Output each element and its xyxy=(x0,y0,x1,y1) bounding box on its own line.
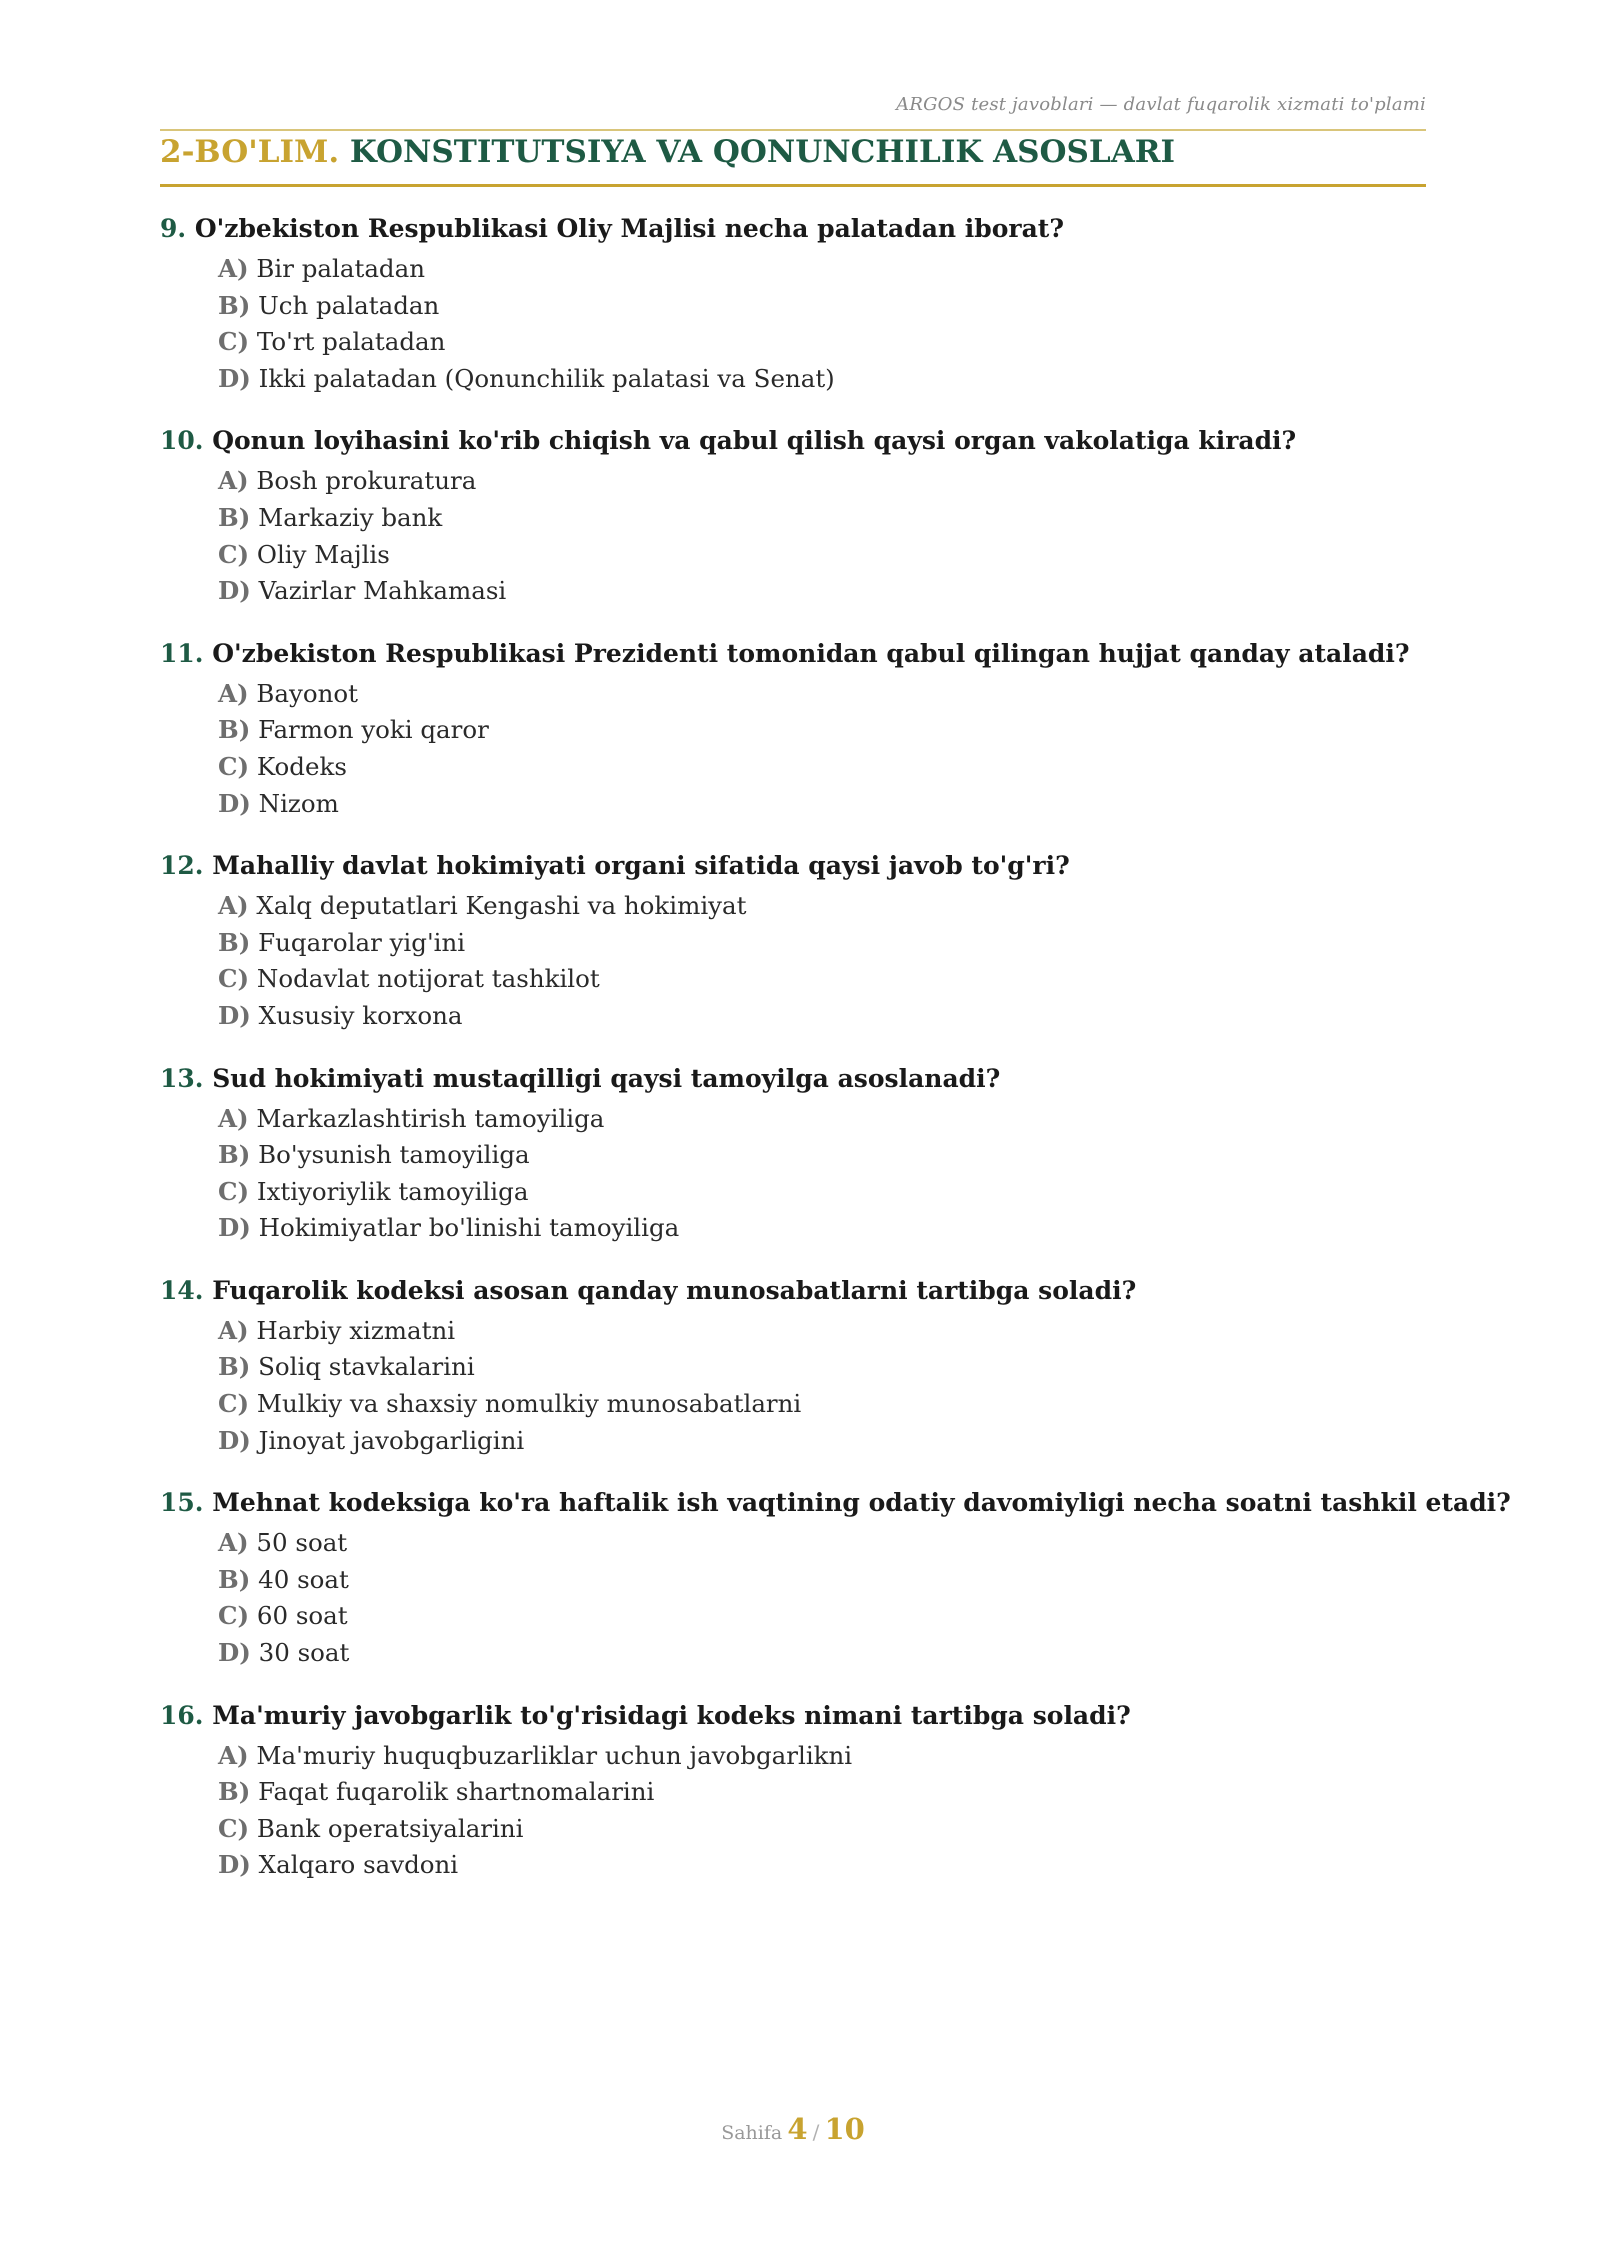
question-block xyxy=(160,421,1426,609)
question-list xyxy=(160,209,1511,1908)
option-text: Soliq stavkalarini xyxy=(258,1352,475,1382)
answer-option xyxy=(218,1635,1426,1672)
answer-option xyxy=(218,888,1426,925)
option-letter: B) xyxy=(218,927,251,957)
option-letter: A) xyxy=(218,1103,249,1133)
option-letter: A) xyxy=(218,1740,249,1770)
answer-option xyxy=(218,361,1426,398)
question-number: 16. xyxy=(160,1700,204,1730)
question-number: 14. xyxy=(160,1275,204,1305)
option-letter: B) xyxy=(218,1777,251,1807)
option-text: Kodeks xyxy=(256,751,347,781)
question-body: Ma'muriy javobgarlik to'g'risidagi kodeks nimani tartibga soladi? xyxy=(212,1700,1131,1730)
option-text: Bo'ysunish tamoyiliga xyxy=(258,1140,530,1170)
option-letter: A) xyxy=(218,1528,249,1558)
question-text xyxy=(160,634,1426,674)
option-text: Xalqaro savdoni xyxy=(258,1850,459,1880)
option-text: To'rt palatadan xyxy=(256,327,446,357)
answer-option xyxy=(218,1386,1426,1423)
question-text xyxy=(160,1696,1426,1736)
option-text: Nizom xyxy=(258,788,339,818)
answer-option xyxy=(218,1349,1426,1386)
option-letter: C) xyxy=(218,1176,250,1206)
option-letter: D) xyxy=(218,1213,251,1243)
option-letter: C) xyxy=(218,751,250,781)
answer-option xyxy=(218,1738,1426,1775)
question-text xyxy=(160,1483,1511,1523)
option-text: Harbiy xizmatni xyxy=(256,1315,456,1345)
option-letter: D) xyxy=(218,1000,251,1030)
section-title xyxy=(160,134,1175,170)
answer-option xyxy=(218,1423,1426,1460)
answer-option xyxy=(218,251,1426,288)
page-separator: / xyxy=(812,2120,820,2144)
question-text xyxy=(160,421,1426,461)
option-text: Faqat fuqarolik shartnomalarini xyxy=(258,1777,655,1807)
answer-option xyxy=(218,1210,1426,1247)
option-text: 60 soat xyxy=(256,1601,348,1631)
question-block xyxy=(160,1696,1426,1884)
question-block xyxy=(160,209,1426,397)
option-letter: B) xyxy=(218,290,251,320)
option-text: 50 soat xyxy=(256,1528,348,1558)
option-text: Hokimiyatlar bo'linishi tamoyiliga xyxy=(258,1213,680,1243)
answer-option xyxy=(218,1525,1426,1562)
option-letter: C) xyxy=(218,539,250,569)
question-body: Mahalliy davlat hokimiyati organi sifatida qaysi javob to'g'ri? xyxy=(212,851,1070,881)
answer-options xyxy=(218,251,1426,397)
option-text: Fuqarolar yig'ini xyxy=(258,927,466,957)
answer-option xyxy=(218,288,1426,325)
option-text: Markaziy bank xyxy=(258,502,443,532)
question-body: O'zbekiston Respublikasi Oliy Majlisi necha palatadan iborat? xyxy=(194,214,1064,243)
option-text: Jinoyat javobgarligini xyxy=(258,1425,525,1455)
option-text: Xususiy korxona xyxy=(258,1000,463,1030)
question-number: 13. xyxy=(160,1063,204,1093)
total-page-count: 10 xyxy=(824,2112,865,2146)
answer-options xyxy=(218,1101,1426,1247)
option-letter: B) xyxy=(218,502,251,532)
option-text: Ikki palatadan (Qonunchilik palatasi va Senat) xyxy=(258,363,835,393)
question-block xyxy=(160,1271,1426,1459)
option-letter: C) xyxy=(218,1601,250,1631)
answer-option xyxy=(218,676,1426,713)
option-letter: A) xyxy=(218,891,249,921)
option-letter: C) xyxy=(218,1813,250,1843)
header-divider xyxy=(160,129,1426,131)
option-text: Nodavlat notijorat tashkilot xyxy=(256,964,600,994)
answer-option xyxy=(218,1774,1426,1811)
answer-option xyxy=(218,1313,1426,1350)
answer-options xyxy=(218,1525,1426,1671)
question-number: 12. xyxy=(160,851,204,881)
answer-options xyxy=(218,1738,1426,1884)
option-text: Markazlashtirish tamoyiliga xyxy=(256,1103,605,1133)
option-letter: D) xyxy=(218,576,251,606)
option-letter: B) xyxy=(218,1564,251,1594)
answer-option xyxy=(218,463,1426,500)
option-text: Ixtiyoriylik tamoyiliga xyxy=(256,1176,529,1206)
option-letter: D) xyxy=(218,788,251,818)
answer-options xyxy=(218,676,1426,822)
section-divider xyxy=(160,184,1426,187)
answer-option xyxy=(218,324,1426,361)
section-heading: KONSTITUTSIYA VA QONUNCHILIK ASOSLARI xyxy=(349,134,1176,170)
question-text xyxy=(160,1059,1426,1099)
option-text: Mulkiy va shaxsiy nomulkiy munosabatlarni xyxy=(256,1389,802,1419)
question-number: 10. xyxy=(160,426,204,456)
question-block xyxy=(160,634,1426,822)
answer-option xyxy=(218,1811,1426,1848)
option-letter: A) xyxy=(218,1315,249,1345)
option-letter: C) xyxy=(218,327,250,357)
answer-options xyxy=(218,888,1426,1034)
current-page-number: 4 xyxy=(787,2112,808,2146)
page-footer xyxy=(160,2112,1426,2146)
question-body: Sud hokimiyati mustaqilligi qaysi tamoyilga asoslanadi? xyxy=(212,1063,1001,1093)
answer-option xyxy=(218,1598,1426,1635)
question-body: Fuqarolik kodeksi asosan qanday munosabatlarni tartibga soladi? xyxy=(212,1275,1137,1305)
option-letter: C) xyxy=(218,964,250,994)
answer-option xyxy=(218,1174,1426,1211)
question-body: O'zbekiston Respublikasi Prezidenti tomonidan qabul qilingan hujjat qanday ataladi? xyxy=(212,638,1410,668)
option-text: Bank operatsiyalarini xyxy=(256,1813,524,1843)
question-number: 15. xyxy=(160,1488,204,1518)
option-text: Oliy Majlis xyxy=(256,539,390,569)
option-text: Bir palatadan xyxy=(256,254,425,283)
running-header: ARGOS test javoblari — davlat fuqarolik xizmati to'plami xyxy=(896,94,1426,115)
option-text: Farmon yoki qaror xyxy=(258,715,489,745)
answer-option xyxy=(218,1562,1426,1599)
answer-option xyxy=(218,500,1426,537)
option-letter: C) xyxy=(218,1389,250,1419)
option-letter: D) xyxy=(218,1638,251,1668)
option-letter: B) xyxy=(218,1352,251,1382)
answer-option xyxy=(218,1101,1426,1138)
answer-option xyxy=(218,786,1426,823)
option-letter: D) xyxy=(218,363,251,393)
option-letter: D) xyxy=(218,1425,251,1455)
option-letter: D) xyxy=(218,1850,251,1880)
answer-option xyxy=(218,749,1426,786)
question-body: Qonun loyihasini ko'rib chiqish va qabul qilish qaysi organ vakolatiga kiradi? xyxy=(212,426,1297,456)
answer-option xyxy=(218,961,1426,998)
answer-option xyxy=(218,573,1426,610)
option-letter: A) xyxy=(218,678,249,708)
answer-option xyxy=(218,998,1426,1035)
option-letter: B) xyxy=(218,715,251,745)
option-text: Uch palatadan xyxy=(258,290,440,320)
answer-option xyxy=(218,712,1426,749)
option-text: 30 soat xyxy=(258,1638,350,1668)
answer-options xyxy=(218,463,1426,609)
option-text: Bayonot xyxy=(256,678,358,708)
answer-option xyxy=(218,925,1426,962)
answer-option xyxy=(218,1137,1426,1174)
answer-option xyxy=(218,1847,1426,1884)
option-text: Ma'muriy huquqbuzarliklar uchun javobgarlikni xyxy=(256,1740,853,1770)
option-text: Xalq deputatlari Kengashi va hokimiyat xyxy=(256,891,747,921)
question-number: 11. xyxy=(160,638,204,668)
question-number: 9. xyxy=(160,214,187,243)
option-text: Vazirlar Mahkamasi xyxy=(258,576,507,606)
question-text xyxy=(160,209,1426,249)
question-text xyxy=(160,846,1426,886)
option-letter: A) xyxy=(218,466,249,496)
document-page xyxy=(160,0,1511,2262)
option-text: 40 soat xyxy=(258,1564,349,1594)
page-label: Sahifa xyxy=(721,2122,783,2144)
option-letter: A) xyxy=(218,254,249,283)
option-text: Bosh prokuratura xyxy=(256,466,477,496)
answer-options xyxy=(218,1313,1426,1459)
question-block xyxy=(160,1483,1511,1671)
question-body: Mehnat kodeksiga ko'ra haftalik ish vaqtining odatiy davomiyligi necha soatni tashkil etadi? xyxy=(212,1488,1511,1518)
question-block xyxy=(160,846,1426,1034)
question-text xyxy=(160,1271,1426,1311)
option-letter: B) xyxy=(218,1140,251,1170)
question-block xyxy=(160,1059,1426,1247)
answer-option xyxy=(218,537,1426,574)
section-prefix: 2-BO'LIM. xyxy=(160,134,340,170)
